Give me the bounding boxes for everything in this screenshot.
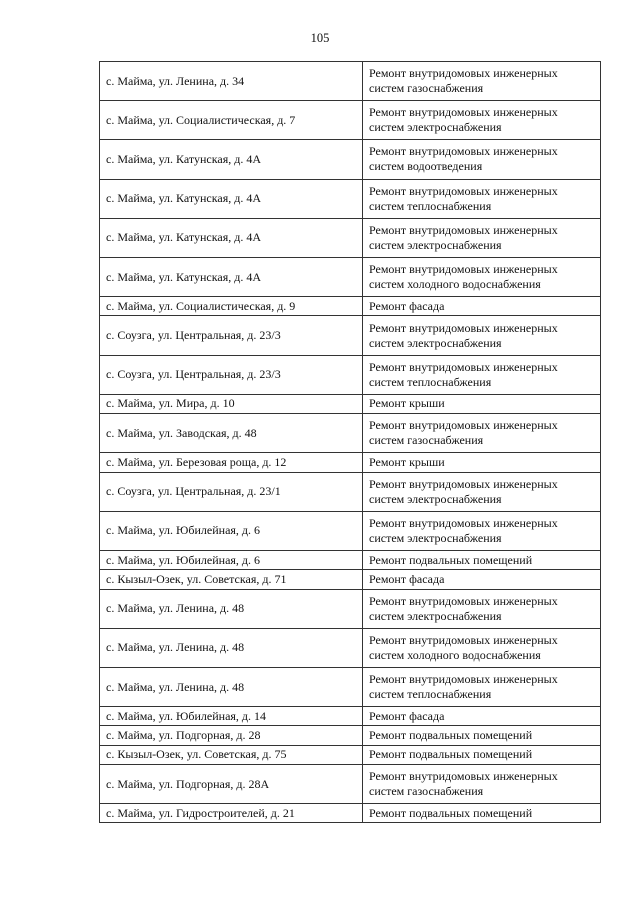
address-cell: с. Майма, ул. Мира, д. 10	[100, 394, 363, 413]
work-type-cell: Ремонт внутридомовых инженерных систем электроснабжения	[363, 218, 601, 257]
address-cell: с. Майма, ул. Юбилейная, д. 6	[100, 550, 363, 569]
table-row	[100, 218, 601, 257]
table-row	[100, 765, 601, 804]
address-cell: с. Майма, ул. Подгорная, д. 28А	[100, 765, 363, 804]
work-type-cell: Ремонт крыши	[363, 394, 601, 413]
work-type-cell: Ремонт фасада	[363, 297, 601, 316]
table-row	[100, 628, 601, 667]
address-cell: с. Майма, ул. Ленина, д. 48	[100, 589, 363, 628]
work-type-cell: Ремонт внутридомовых инженерных систем газоснабжения	[363, 62, 601, 101]
address-cell: с. Соузга, ул. Центральная, д. 23/1	[100, 472, 363, 511]
address-cell: с. Майма, ул. Социалистическая, д. 9	[100, 297, 363, 316]
address-cell: с. Майма, ул. Ленина, д. 34	[100, 62, 363, 101]
repair-works-table-body	[100, 62, 601, 823]
table-row	[100, 316, 601, 355]
work-type-cell: Ремонт внутридомовых инженерных систем газоснабжения	[363, 765, 601, 804]
work-type-cell: Ремонт внутридомовых инженерных систем электроснабжения	[363, 316, 601, 355]
table-row	[100, 179, 601, 218]
table-row	[100, 297, 601, 316]
work-type-cell: Ремонт внутридомовых инженерных систем электроснабжения	[363, 511, 601, 550]
work-type-cell: Ремонт внутридомовых инженерных систем газоснабжения	[363, 414, 601, 453]
work-type-cell: Ремонт фасада	[363, 570, 601, 589]
address-cell: с. Майма, ул. Социалистическая, д. 7	[100, 101, 363, 140]
work-type-cell: Ремонт внутридомовых инженерных систем теплоснабжения	[363, 355, 601, 394]
address-cell: с. Майма, ул. Юбилейная, д. 14	[100, 707, 363, 726]
table-row	[100, 570, 601, 589]
address-cell: с. Майма, ул. Ленина, д. 48	[100, 628, 363, 667]
table-row	[100, 101, 601, 140]
address-cell: с. Майма, ул. Заводская, д. 48	[100, 414, 363, 453]
address-cell: с. Майма, ул. Катунская, д. 4А	[100, 257, 363, 296]
table-row	[100, 394, 601, 413]
address-cell: с. Майма, ул. Катунская, д. 4А	[100, 140, 363, 179]
address-cell: с. Соузга, ул. Центральная, д. 23/3	[100, 316, 363, 355]
table-row	[100, 355, 601, 394]
table-row	[100, 804, 601, 823]
address-cell: с. Соузга, ул. Центральная, д. 23/3	[100, 355, 363, 394]
address-cell: с. Майма, ул. Березовая роща, д. 12	[100, 453, 363, 472]
work-type-cell: Ремонт внутридомовых инженерных систем холодного водоснабжения	[363, 628, 601, 667]
work-type-cell: Ремонт внутридомовых инженерных систем электроснабжения	[363, 472, 601, 511]
work-type-cell: Ремонт внутридомовых инженерных систем водоотведения	[363, 140, 601, 179]
table-row	[100, 414, 601, 453]
work-type-cell: Ремонт подвальных помещений	[363, 550, 601, 569]
table-row	[100, 667, 601, 706]
repair-works-table	[99, 61, 601, 823]
work-type-cell: Ремонт подвальных помещений	[363, 726, 601, 745]
work-type-cell: Ремонт подвальных помещений	[363, 804, 601, 823]
table-row	[100, 707, 601, 726]
table-row	[100, 453, 601, 472]
address-cell: с. Майма, ул. Подгорная, д. 28	[100, 726, 363, 745]
address-cell: с. Майма, ул. Катунская, д. 4А	[100, 218, 363, 257]
work-type-cell: Ремонт внутридомовых инженерных систем электроснабжения	[363, 101, 601, 140]
address-cell: с. Кызыл-Озек, ул. Советская, д. 75	[100, 745, 363, 764]
table-row	[100, 472, 601, 511]
work-type-cell: Ремонт подвальных помещений	[363, 745, 601, 764]
table-row	[100, 511, 601, 550]
address-cell: с. Майма, ул. Гидростроителей, д. 21	[100, 804, 363, 823]
work-type-cell: Ремонт внутридомовых инженерных систем теплоснабжения	[363, 179, 601, 218]
table-row	[100, 745, 601, 764]
table-row	[100, 257, 601, 296]
work-type-cell: Ремонт внутридомовых инженерных систем электроснабжения	[363, 589, 601, 628]
table-row	[100, 62, 601, 101]
work-type-cell: Ремонт внутридомовых инженерных систем холодного водоснабжения	[363, 257, 601, 296]
address-cell: с. Кызыл-Озек, ул. Советская, д. 71	[100, 570, 363, 589]
address-cell: с. Майма, ул. Юбилейная, д. 6	[100, 511, 363, 550]
work-type-cell: Ремонт внутридомовых инженерных систем теплоснабжения	[363, 667, 601, 706]
page-number: 105	[310, 31, 330, 45]
work-type-cell: Ремонт фасада	[363, 707, 601, 726]
table-row	[100, 726, 601, 745]
table-row	[100, 550, 601, 569]
address-cell: с. Майма, ул. Катунская, д. 4А	[100, 179, 363, 218]
table-row	[100, 589, 601, 628]
table-row	[100, 140, 601, 179]
address-cell: с. Майма, ул. Ленина, д. 48	[100, 667, 363, 706]
work-type-cell: Ремонт крыши	[363, 453, 601, 472]
